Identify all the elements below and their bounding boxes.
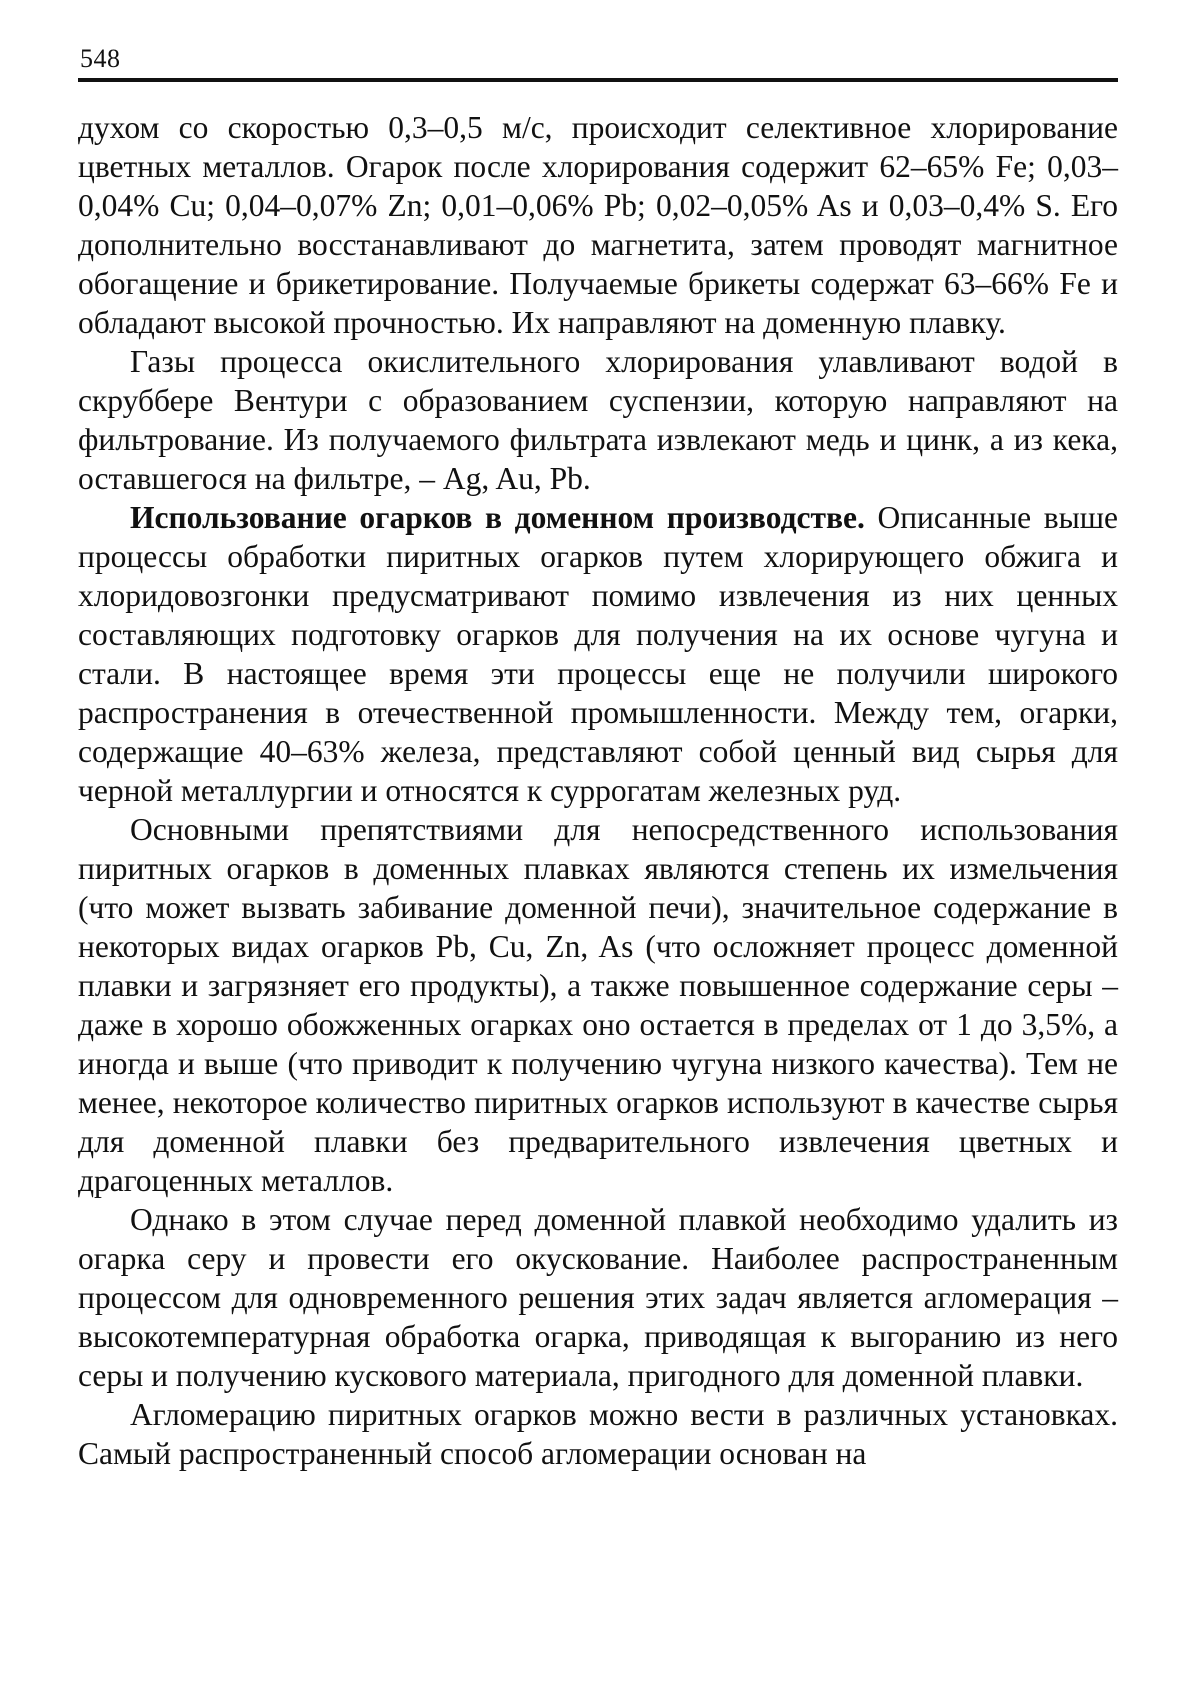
header-rule: [78, 78, 1118, 82]
paragraph-5: [78, 1200, 1118, 1395]
paragraph-2-text: Газы процесса окислительного хлорирования улавливают водой в скруббере Вентури с образованием суспензии, которую направляют на фильтрование. Из получаемого фильтрата извлекают медь и цинк, а из кека, оставшегося на фильтре, – Ag, Au, Pb.: [78, 344, 1118, 496]
paragraph-6-text: Агломерацию пиритных огарков можно вести в различных установках. Самый распространенный способ агломерации основан на: [78, 1397, 1118, 1471]
paragraph-2: [78, 342, 1118, 498]
paragraph-5-text: Однако в этом случае перед доменной плавкой необходимо удалить из огарка серу и провести его окускование. Наиболее распространенным процессом для одновременного решения этих задач является агломерация – высокотемпературная обработка огарка, приводящая к выгоранию из него серы и получению кускового материала, пригодного для доменной плавки.: [78, 1202, 1118, 1393]
paragraph-6: [78, 1395, 1118, 1473]
paragraph-3-text: Описанные выше процессы обработки пиритных огарков путем хлорирующего обжига и хлоридовозгонки предусматривают помимо извлечения из них ценных составляющих подготовку огарков для получения на их основе чугуна и стали. В настоящее время эти процессы еще не получили широкого распространения в отечественной промышленности. Между тем, огарки, содержащие 40–63% железа, представляют собой ценный вид сырья для черной металлургии и относятся к суррогатам железных руд.: [78, 500, 1118, 808]
paragraph-1: [78, 108, 1118, 342]
paragraph-4-text: Основными препятствиями для непосредственного использования пиритных огарков в доменных плавках являются степень их измельчения (что может вызвать забивание доменной печи), значительное содержание в некоторых видах огарков Pb, Cu, Zn, As (что осложняет процесс доменной плавки и загрязняет его продукты), а также повышенное содержание серы – даже в хорошо обожженных огарках оно остается в пределах от 1 до 3,5%, а иногда и выше (что приводит к получению чугуна низкого качества). Тем не менее, некоторое количество пиритных огарков используют в качестве сырья для доменной плавки без предварительного извлечения цветных и драгоценных металлов.: [78, 812, 1118, 1198]
paragraph-4: [78, 810, 1118, 1200]
section-heading: Использование огарков в доменном производстве.: [130, 500, 865, 535]
paragraph-3: [78, 498, 1118, 810]
paragraph-1-text: духом со скоростью 0,3–0,5 м/с, происходит селективное хлорирование цветных металлов. Огарок после хлорирования содержит 62–65% Fe; 0,03–0,04% Cu; 0,04–0,07% Zn; 0,01–0,06% Pb; 0,02–0,05% As и 0,03–0,4% S. Его дополнительно восстанавливают до магнетита, затем проводят магнитное обогащение и брикетирование. Получаемые брикеты содержат 63–66% Fe и обладают высокой прочностью. Их направляют на доменную плавку.: [78, 110, 1118, 340]
page-number: 548: [80, 44, 121, 73]
book-page: [78, 44, 1118, 1473]
body-text: [78, 108, 1118, 1473]
